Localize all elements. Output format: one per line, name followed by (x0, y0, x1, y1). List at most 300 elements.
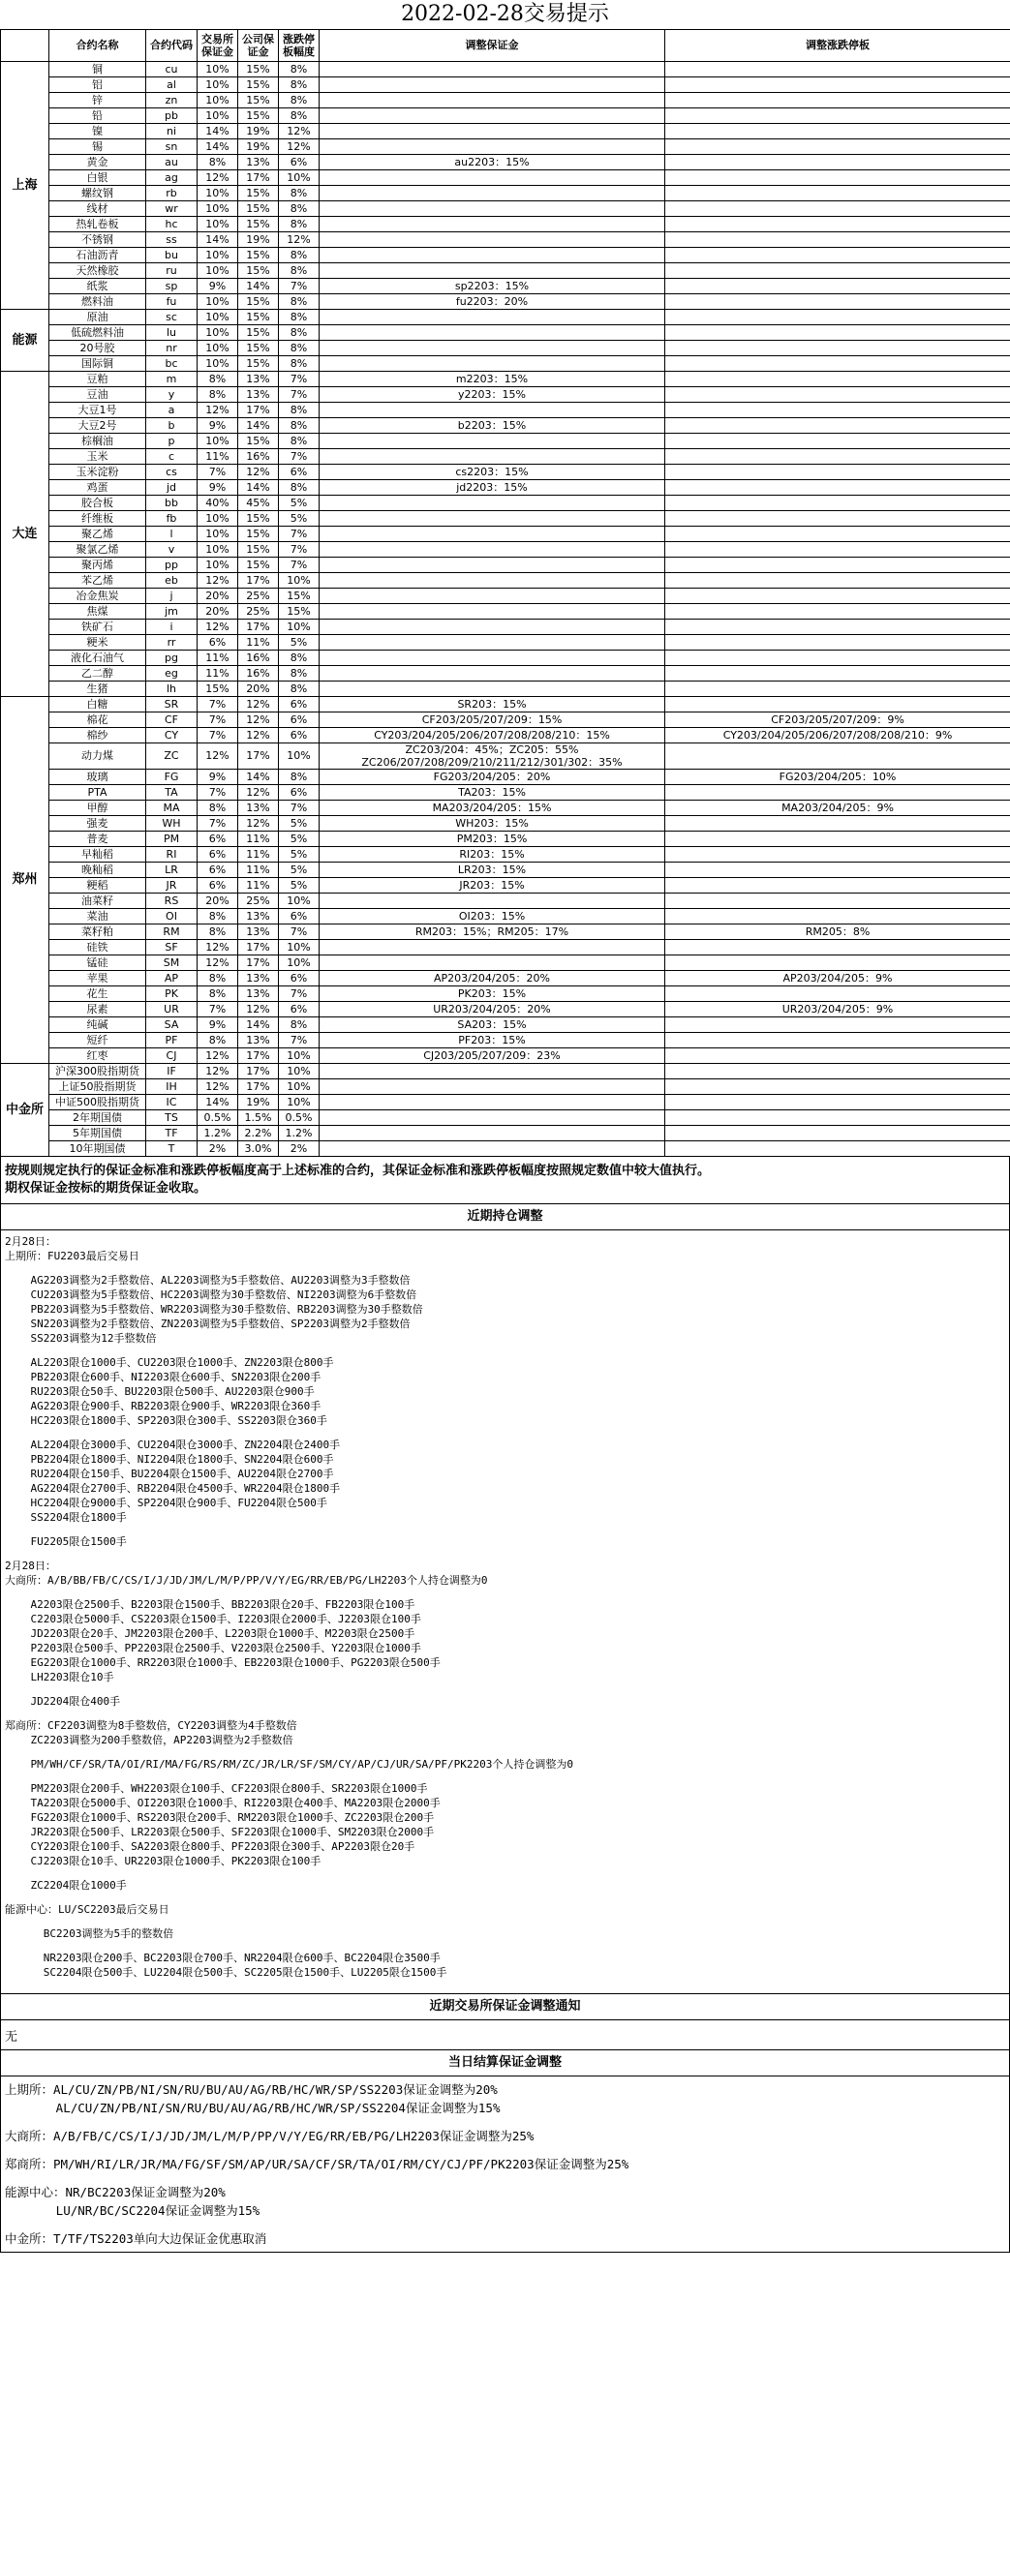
table-row (1, 279, 1010, 294)
cell-adjust-margin: UR203/204/205：20% (320, 1002, 665, 1017)
cell-adjust-margin (320, 139, 665, 155)
cell-company-margin: 25% (238, 604, 279, 620)
cell-adjust-limit: FG203/204/205：10% (665, 770, 1010, 785)
position-line: 2月28日： (5, 1235, 56, 1248)
cell-company-margin: 15% (238, 356, 279, 372)
header-contract-name: 合约名称 (49, 30, 146, 62)
cell-exchange-margin: 10% (198, 511, 238, 527)
position-line: HC2204限仓9000手、SP2204限仓900手、FU2204限仓500手 (5, 1497, 327, 1509)
cell-contract-code: SM (146, 955, 198, 971)
cell-limit: 10% (279, 573, 320, 589)
position-line: PB2203限仓600手、NI2203限仓600手、SN2203限仓200手 (5, 1371, 321, 1383)
cell-company-margin: 15% (238, 511, 279, 527)
position-line (5, 1868, 1005, 1878)
cell-adjust-limit: CF203/205/207/209：9% (665, 712, 1010, 728)
cell-exchange-margin: 8% (198, 1033, 238, 1048)
cell-contract-name: 白银 (49, 170, 146, 186)
cell-limit: 5% (279, 635, 320, 651)
cell-company-margin: 11% (238, 635, 279, 651)
cell-company-margin: 15% (238, 310, 279, 325)
cell-adjust-margin (320, 604, 665, 620)
cell-adjust-margin (320, 1079, 665, 1095)
cell-adjust-margin (320, 651, 665, 666)
position-line: SC2204限仓500手、LU2204限仓500手、SC2205限仓1500手、LU2205限仓1500手 (5, 1966, 447, 1979)
cell-contract-name: 2年期国债 (49, 1110, 146, 1126)
cell-limit: 7% (279, 1033, 320, 1048)
cell-exchange-margin: 11% (198, 666, 238, 682)
cell-exchange-margin: 12% (198, 940, 238, 955)
cell-contract-code: IH (146, 1079, 198, 1095)
cell-exchange-margin: 6% (198, 863, 238, 878)
cell-adjust-margin (320, 325, 665, 341)
cell-exchange-margin: 10% (198, 263, 238, 279)
rule-note-line-2: 期权保证金按标的期货保证金收取。 (5, 1181, 207, 1196)
cell-contract-code: PM (146, 832, 198, 847)
position-line (5, 1263, 1005, 1273)
table-row (1, 955, 1010, 971)
position-line: RU2204限仓150手、BU2204限仓1500手、AU2204限仓2700手 (5, 1468, 334, 1480)
cell-company-margin: 15% (238, 542, 279, 558)
cell-adjust-margin: y2203：15% (320, 387, 665, 403)
cell-adjust-limit (665, 1017, 1010, 1033)
cell-exchange-margin: 12% (198, 743, 238, 770)
cell-contract-name: 中证500股指期货 (49, 1095, 146, 1110)
cell-contract-name: 沪深300股指期货 (49, 1064, 146, 1079)
table-row (1, 108, 1010, 124)
settlement-line (5, 2145, 1005, 2155)
position-line: JD2203限仓20手、JM2203限仓200手、L2203限仓1000手、M2203限仓2500手 (5, 1627, 415, 1640)
cell-company-margin: 17% (238, 940, 279, 955)
rule-note (0, 1157, 1010, 1204)
table-row (1, 832, 1010, 847)
cell-adjust-limit (665, 294, 1010, 310)
cell-limit: 8% (279, 62, 320, 77)
cell-company-margin: 17% (238, 403, 279, 418)
cell-contract-code: i (146, 620, 198, 635)
cell-adjust-margin: CF203/205/207/209：15% (320, 712, 665, 728)
cell-contract-name: 玻璃 (49, 770, 146, 785)
cell-contract-name: 短纤 (49, 1033, 146, 1048)
cell-contract-name: 玉米淀粉 (49, 465, 146, 480)
cell-company-margin: 13% (238, 986, 279, 1002)
cell-contract-code: TF (146, 1126, 198, 1141)
cell-contract-code: rr (146, 635, 198, 651)
cell-contract-name: 聚氯乙烯 (49, 542, 146, 558)
cell-company-margin: 14% (238, 418, 279, 434)
cell-contract-code: al (146, 77, 198, 93)
table-row (1, 1002, 1010, 1017)
table-row (1, 728, 1010, 743)
cell-limit: 6% (279, 785, 320, 801)
cell-contract-code: LR (146, 863, 198, 878)
cell-limit: 8% (279, 248, 320, 263)
cell-contract-name: 纸浆 (49, 279, 146, 294)
table-row (1, 986, 1010, 1002)
cell-limit: 8% (279, 294, 320, 310)
cell-limit: 8% (279, 418, 320, 434)
cell-limit: 2% (279, 1141, 320, 1157)
cell-contract-name: 生猪 (49, 682, 146, 697)
cell-contract-code: TA (146, 785, 198, 801)
cell-adjust-limit (665, 372, 1010, 387)
cell-adjust-margin (320, 573, 665, 589)
cell-exchange-margin: 7% (198, 712, 238, 728)
cell-adjust-margin (320, 217, 665, 232)
cell-contract-code: pp (146, 558, 198, 573)
cell-exchange-margin: 7% (198, 728, 238, 743)
settlement-line: 郑商所：PM/WH/RI/LR/JR/MA/FG/SF/SM/AP/UR/SA/CF/SR/TA/OI/RM/CY/CJ/PF/PK2203保证金调整为25% (5, 2157, 629, 2171)
cell-adjust-margin: ZC203/204：45%；ZC205：55% ZC206/207/208/209/210/211/212/301/302：35% (320, 743, 665, 770)
cell-adjust-margin (320, 1064, 665, 1079)
cell-adjust-margin (320, 403, 665, 418)
cell-exchange-margin: 10% (198, 93, 238, 108)
cell-exchange-margin: 10% (198, 325, 238, 341)
cell-contract-code: c (146, 449, 198, 465)
cell-limit: 8% (279, 1017, 320, 1033)
cell-company-margin: 15% (238, 248, 279, 263)
cell-contract-code: RS (146, 894, 198, 909)
cell-contract-name: 棉纱 (49, 728, 146, 743)
cell-contract-name: 热轧卷板 (49, 217, 146, 232)
cell-limit: 7% (279, 801, 320, 816)
cell-company-margin: 13% (238, 155, 279, 170)
table-row (1, 124, 1010, 139)
cell-contract-code: fu (146, 294, 198, 310)
settlement-line: AL/CU/ZN/PB/NI/SN/RU/BU/AU/AG/RB/HC/WR/SP/SS2204保证金调整为15% (5, 2101, 501, 2115)
cell-company-margin: 12% (238, 697, 279, 712)
cell-limit: 5% (279, 832, 320, 847)
cell-contract-code: eb (146, 573, 198, 589)
cell-exchange-margin: 9% (198, 279, 238, 294)
section-body-settlement (0, 2076, 1010, 2253)
table-row (1, 232, 1010, 248)
position-line (5, 1772, 1005, 1781)
position-line: FG2203限仓1000手、RS2203限仓200手、RM2203限仓1000手、ZC2203限仓200手 (5, 1811, 435, 1824)
cell-contract-code: l (146, 527, 198, 542)
cell-adjust-limit (665, 217, 1010, 232)
cell-contract-name: 油菜籽 (49, 894, 146, 909)
cell-contract-code: zn (146, 93, 198, 108)
cell-company-margin: 17% (238, 1064, 279, 1079)
cell-limit: 1.2% (279, 1126, 320, 1141)
cell-company-margin: 14% (238, 480, 279, 496)
cell-contract-code: b (146, 418, 198, 434)
cell-adjust-limit (665, 248, 1010, 263)
cell-adjust-limit (665, 108, 1010, 124)
cell-adjust-margin: CY203/204/205/206/207/208/208/210：15% (320, 728, 665, 743)
cell-company-margin: 14% (238, 770, 279, 785)
cell-company-margin: 16% (238, 651, 279, 666)
cell-limit: 8% (279, 263, 320, 279)
cell-adjust-limit (665, 465, 1010, 480)
cell-contract-code: pg (146, 651, 198, 666)
cell-limit: 8% (279, 356, 320, 372)
cell-limit: 8% (279, 434, 320, 449)
cell-contract-code: PF (146, 1033, 198, 1048)
position-line: JR2203限仓500手、LR2203限仓500手、SF2203限仓1000手、SM2203限仓2000手 (5, 1826, 435, 1838)
cell-contract-code: RM (146, 924, 198, 940)
table-row (1, 403, 1010, 418)
cell-adjust-limit (665, 1079, 1010, 1095)
position-line: SS2204限仓1800手 (5, 1511, 127, 1524)
header-company-margin: 公司保证金 (238, 30, 279, 62)
table-row (1, 682, 1010, 697)
table-row (1, 604, 1010, 620)
cell-adjust-limit (665, 449, 1010, 465)
cell-company-margin: 16% (238, 449, 279, 465)
cell-contract-code: MA (146, 801, 198, 816)
cell-exchange-margin: 10% (198, 217, 238, 232)
cell-adjust-limit (665, 986, 1010, 1002)
cell-contract-name: 线材 (49, 201, 146, 217)
position-line (5, 1980, 1005, 1989)
rule-note-line-1: 按规则规定执行的保证金标准和涨跌停板幅度高于上述标准的合约，其保证金标准和涨跌停板幅度按照规定数值中较大值执行。 (5, 1164, 711, 1178)
cell-company-margin: 12% (238, 816, 279, 832)
table-row (1, 434, 1010, 449)
cell-adjust-limit (665, 573, 1010, 589)
cell-adjust-limit (665, 697, 1010, 712)
cell-exchange-margin: 14% (198, 139, 238, 155)
cell-adjust-margin (320, 434, 665, 449)
cell-exchange-margin: 12% (198, 1064, 238, 1079)
cell-exchange-margin: 12% (198, 620, 238, 635)
cell-adjust-limit (665, 682, 1010, 697)
cell-company-margin: 17% (238, 955, 279, 971)
cell-limit: 5% (279, 847, 320, 863)
cell-exchange-margin: 9% (198, 418, 238, 434)
cell-contract-name: 硅铁 (49, 940, 146, 955)
table-row (1, 894, 1010, 909)
cell-limit: 10% (279, 894, 320, 909)
cell-contract-name: 锌 (49, 93, 146, 108)
position-line: CY2203限仓100手、SA2203限仓800手、PF2203限仓300手、AP2203限仓20手 (5, 1840, 415, 1853)
cell-company-margin: 14% (238, 1017, 279, 1033)
cell-company-margin: 15% (238, 341, 279, 356)
cell-adjust-margin (320, 248, 665, 263)
cell-company-margin: 15% (238, 77, 279, 93)
cell-adjust-limit (665, 878, 1010, 894)
cell-contract-name: 原油 (49, 310, 146, 325)
cell-company-margin: 2.2% (238, 1126, 279, 1141)
table-row (1, 1017, 1010, 1033)
cell-limit: 5% (279, 816, 320, 832)
cell-company-margin: 15% (238, 108, 279, 124)
position-line (5, 1428, 1005, 1438)
cell-contract-name: 尿素 (49, 1002, 146, 1017)
exchange-cell: 中金所 (1, 1064, 49, 1157)
cell-company-margin: 15% (238, 325, 279, 341)
position-line (5, 1549, 1005, 1559)
cell-exchange-margin: 2% (198, 1141, 238, 1157)
cell-contract-code: pb (146, 108, 198, 124)
cell-limit: 7% (279, 387, 320, 403)
settlement-line (5, 2173, 1005, 2183)
cell-exchange-margin: 9% (198, 480, 238, 496)
cell-adjust-margin: PK203：15% (320, 986, 665, 1002)
cell-adjust-limit (665, 863, 1010, 878)
table-row (1, 1033, 1010, 1048)
cell-exchange-margin: 10% (198, 434, 238, 449)
cell-company-margin: 13% (238, 909, 279, 924)
cell-exchange-margin: 7% (198, 785, 238, 801)
cell-adjust-limit (665, 310, 1010, 325)
cell-exchange-margin: 6% (198, 832, 238, 847)
cell-company-margin: 11% (238, 847, 279, 863)
cell-contract-code: T (146, 1141, 198, 1157)
cell-contract-code: hc (146, 217, 198, 232)
cell-contract-code: y (146, 387, 198, 403)
cell-adjust-margin: PF203：15% (320, 1033, 665, 1048)
cell-contract-name: 玉米 (49, 449, 146, 465)
cell-contract-code: SA (146, 1017, 198, 1033)
position-line: ZC2204限仓1000手 (5, 1879, 127, 1892)
cell-limit: 10% (279, 743, 320, 770)
cell-company-margin: 17% (238, 573, 279, 589)
cell-contract-name: 棕榈油 (49, 434, 146, 449)
cell-adjust-limit (665, 496, 1010, 511)
cell-adjust-margin: JR203：15% (320, 878, 665, 894)
table-row (1, 801, 1010, 816)
cell-company-margin: 14% (238, 279, 279, 294)
exchange-cell: 上海 (1, 62, 49, 310)
cell-contract-name: 石油沥青 (49, 248, 146, 263)
cell-adjust-margin (320, 682, 665, 697)
cell-limit: 7% (279, 558, 320, 573)
cell-contract-name: 铅 (49, 108, 146, 124)
cell-adjust-limit (665, 1033, 1010, 1048)
exchange-cell: 能源 (1, 310, 49, 372)
cell-contract-code: p (146, 434, 198, 449)
position-line: JD2204限仓400手 (5, 1695, 121, 1708)
cell-limit: 6% (279, 155, 320, 170)
margin-table (0, 29, 1010, 1157)
cell-limit: 10% (279, 1064, 320, 1079)
cell-company-margin: 17% (238, 620, 279, 635)
cell-adjust-limit (665, 589, 1010, 604)
table-row (1, 310, 1010, 325)
cell-contract-code: JR (146, 878, 198, 894)
settlement-line: 能源中心：NR/BC2203保证金调整为20% (5, 2185, 226, 2199)
cell-exchange-margin: 12% (198, 403, 238, 418)
cell-adjust-margin (320, 527, 665, 542)
position-line: C2203限仓5000手、CS2203限仓1500手、I2203限仓2000手、J2203限仓100手 (5, 1613, 421, 1625)
cell-limit: 8% (279, 666, 320, 682)
table-row (1, 155, 1010, 170)
cell-contract-name: 强麦 (49, 816, 146, 832)
cell-company-margin: 13% (238, 801, 279, 816)
cell-contract-name: 国际铜 (49, 356, 146, 372)
cell-company-margin: 12% (238, 465, 279, 480)
cell-limit: 7% (279, 449, 320, 465)
cell-exchange-margin: 7% (198, 697, 238, 712)
cell-company-margin: 19% (238, 1095, 279, 1110)
cell-contract-name: 动力煤 (49, 743, 146, 770)
cell-adjust-limit (665, 635, 1010, 651)
cell-adjust-limit (665, 558, 1010, 573)
cell-limit: 10% (279, 1048, 320, 1064)
cell-exchange-margin: 8% (198, 372, 238, 387)
cell-adjust-margin (320, 620, 665, 635)
cell-limit: 7% (279, 527, 320, 542)
cell-contract-code: jm (146, 604, 198, 620)
cell-contract-code: UR (146, 1002, 198, 1017)
cell-exchange-margin: 10% (198, 62, 238, 77)
position-line: AL2203限仓1000手、CU2203限仓1000手、ZN2203限仓800手 (5, 1356, 334, 1369)
cell-company-margin: 15% (238, 186, 279, 201)
cell-company-margin: 3.0% (238, 1141, 279, 1157)
position-line: SS2203调整为12手整数倍 (5, 1332, 157, 1345)
cell-adjust-margin (320, 124, 665, 139)
position-line (5, 1588, 1005, 1597)
cell-exchange-margin: 20% (198, 604, 238, 620)
cell-company-margin: 16% (238, 666, 279, 682)
position-line: PM/WH/CF/SR/TA/OI/RI/MA/FG/RS/RM/ZC/JR/LR/SF/SM/CY/AP/CJ/UR/SA/PF/PK2203个人持仓调整为0 (5, 1758, 573, 1771)
cell-adjust-limit (665, 527, 1010, 542)
cell-exchange-margin: 7% (198, 465, 238, 480)
cell-company-margin: 15% (238, 62, 279, 77)
position-line: A2203限仓2500手、B2203限仓1500手、BB2203限仓20手、FB2203限仓100手 (5, 1598, 415, 1611)
cell-adjust-limit (665, 1095, 1010, 1110)
cell-adjust-margin (320, 589, 665, 604)
cell-contract-code: j (146, 589, 198, 604)
cell-exchange-margin: 8% (198, 909, 238, 924)
cell-contract-name: 菜油 (49, 909, 146, 924)
cell-company-margin: 25% (238, 589, 279, 604)
cell-company-margin: 15% (238, 434, 279, 449)
cell-limit: 6% (279, 728, 320, 743)
position-line: ZC2203调整为200手整数倍，AP2203调整为2手整数倍 (5, 1734, 293, 1746)
position-line (5, 1709, 1005, 1718)
table-row (1, 170, 1010, 186)
cell-contract-code: TS (146, 1110, 198, 1126)
position-line: 大商所：A/B/BB/FB/C/CS/I/J/JD/JM/L/M/P/PP/V/Y/EG/RR/EB/PG/LH2203个人持仓调整为0 (5, 1574, 488, 1587)
table-row (1, 248, 1010, 263)
cell-contract-code: CJ (146, 1048, 198, 1064)
cell-contract-name: 天然橡胶 (49, 263, 146, 279)
cell-limit: 12% (279, 124, 320, 139)
cell-exchange-margin: 12% (198, 955, 238, 971)
cell-contract-name: 铜 (49, 62, 146, 77)
cell-adjust-margin (320, 356, 665, 372)
cell-contract-code: IF (146, 1064, 198, 1079)
position-line: PB2203调整为5手整数倍、WR2203调整为30手整数倍、RB2203调整为30手整数倍 (5, 1303, 423, 1316)
cell-company-margin: 19% (238, 232, 279, 248)
table-row (1, 635, 1010, 651)
cell-company-margin: 11% (238, 832, 279, 847)
position-line: AG2203限仓900手、RB2203限仓900手、WR2203限仓360手 (5, 1400, 321, 1412)
cell-exchange-margin: 11% (198, 449, 238, 465)
cell-contract-code: RI (146, 847, 198, 863)
cell-adjust-limit: UR203/204/205：9% (665, 1002, 1010, 1017)
cell-contract-code: cu (146, 62, 198, 77)
section-title-exchange-notice: 近期交易所保证金调整通知 (0, 1994, 1010, 2020)
cell-exchange-margin: 14% (198, 1095, 238, 1110)
table-row (1, 558, 1010, 573)
cell-contract-name: 大豆2号 (49, 418, 146, 434)
cell-contract-name: 苹果 (49, 971, 146, 986)
settlement-line: 大商所：A/B/FB/C/CS/I/J/JD/JM/L/M/P/PP/V/Y/EG/RR/EB/PG/LH2203保证金调整为25% (5, 2129, 535, 2143)
cell-adjust-limit: CY203/204/205/206/207/208/208/210：9% (665, 728, 1010, 743)
cell-contract-name: 红枣 (49, 1048, 146, 1064)
cell-company-margin: 17% (238, 170, 279, 186)
cell-adjust-limit (665, 139, 1010, 155)
cell-adjust-margin: fu2203：20% (320, 294, 665, 310)
cell-adjust-margin: SA203：15% (320, 1017, 665, 1033)
cell-adjust-margin: b2203：15% (320, 418, 665, 434)
cell-contract-code: bb (146, 496, 198, 511)
cell-contract-name: 5年期国债 (49, 1126, 146, 1141)
table-row (1, 372, 1010, 387)
